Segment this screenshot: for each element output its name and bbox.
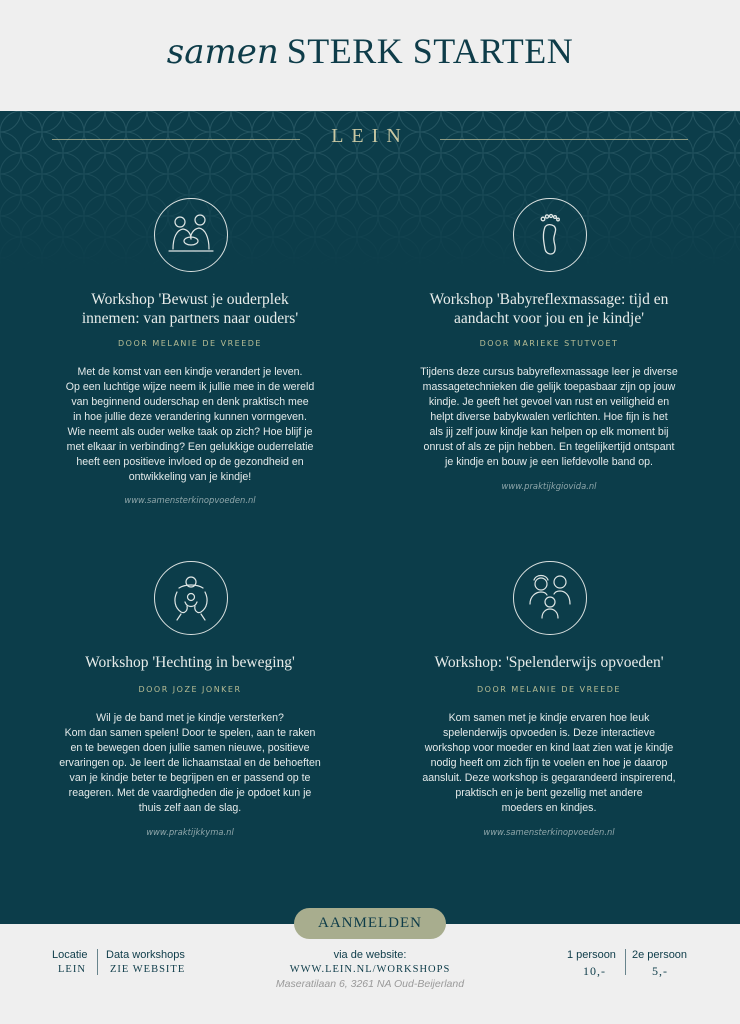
- workshop-title-line-2: innemen: van partners naar ouders': [81, 310, 299, 327]
- brand-caps: STERK STARTEN: [286, 31, 574, 71]
- description-line: Kom samen met je kindje ervaren hoe leuk: [448, 712, 650, 724]
- address: Maseratilaan 6, 3261 NA Oud-Beijerland: [275, 978, 465, 990]
- description-line: moeders en kindjes.: [501, 802, 597, 814]
- brand-logo: [0, 30, 740, 72]
- workshop-card-1: [25, 111, 355, 511]
- parents-baby-icon: [154, 198, 228, 272]
- website-link[interactable]: WWW.LEIN.NL/WORKSHOPS: [289, 964, 451, 975]
- description-line: je kindje en bouw je een liefdevolle band op.: [445, 456, 653, 468]
- description-line: praktisch en je bent gezellig met andere: [455, 787, 643, 799]
- description-line: reageren. Met de vaardigheden die je opdoet kun je: [68, 787, 312, 799]
- workshop-title-line-2: aandacht voor jou en je kindje': [453, 310, 645, 327]
- description-line: Wil je de band met je kindje versterken?: [96, 712, 284, 724]
- price-2-label: 2e persoon: [632, 949, 688, 961]
- workshop-title: Workshop: 'Spelenderwijs opvoeden': [434, 654, 664, 671]
- workshop-card-2: [384, 111, 714, 511]
- description-line: aansluit. Deze workshop is gegarandeerd inspirerend,: [422, 772, 676, 784]
- workshop-url[interactable]: www.praktijkkyma.nl: [146, 827, 234, 837]
- workshop-title: Workshop 'Babyreflexmassage: tijd en: [429, 291, 669, 308]
- description-line: van beginnend ouderschap en denk praktisch mee: [71, 396, 309, 408]
- description-line: als jij zelf jouw kindje kan helpen op elk moment bij: [429, 426, 669, 438]
- description-line: Wie neemt als ouder welke taak op zich? Hoe blijf je: [67, 426, 313, 438]
- description-line: ontwikkeling van je kindje!: [128, 471, 252, 483]
- workshop-description: [384, 365, 714, 470]
- family-icon: [513, 561, 587, 635]
- description-line: onrust of als ze pijn hebben. En tegelijkertijd ontspant: [423, 441, 675, 453]
- description-line: thuis zelf aan de slag.: [138, 802, 242, 814]
- description-line: helpt diverse babykwalen verlichten. Hoe fijn is het: [430, 411, 668, 423]
- workshop-description: [384, 711, 714, 816]
- description-line: met elkaar in verbinding? Een gelukkige ouderrelatie: [66, 441, 314, 453]
- workshop-presenter: DOOR JOZE JONKER: [138, 685, 242, 694]
- description-line: massagetechnieken die gelijk toepasbaar zijn op jouw: [422, 381, 676, 393]
- description-line: Met de komst van een kindje verandert je leven.: [77, 366, 303, 378]
- location-label: Locatie: [52, 949, 88, 961]
- workshop-card-4: [384, 561, 714, 851]
- description-line: kindje. Je geeft het gevoel van rust en veiligheid en: [428, 396, 670, 408]
- foot-icon: [513, 198, 587, 272]
- workshops-panel: [0, 111, 740, 924]
- brand-script: samen: [166, 32, 279, 72]
- description-line: Kom dan samen spelen! Door te spelen, aan te raken: [64, 727, 316, 739]
- website-label: via de website:: [333, 949, 407, 961]
- workshop-url[interactable]: www.samensterkinopvoeden.nl: [483, 827, 615, 837]
- dates-value: ZIE WEBSITE: [110, 964, 186, 975]
- description-line: Op een luchtige wijze neem ik jullie mee in de wereld: [65, 381, 315, 393]
- register-button[interactable]: AANMELDEN: [294, 908, 446, 939]
- price-1-value: 10,-: [583, 964, 606, 978]
- description-line: en te bewegen doen jullie samen nieuwe, positieve: [70, 742, 310, 754]
- description-line: Tijdens deze cursus babyreflexmassage leer je diverse: [420, 366, 678, 378]
- workshop-url[interactable]: www.praktijkgiovida.nl: [501, 481, 597, 491]
- footer-divider: [625, 949, 626, 975]
- description-line: spelenderwijs opvoeden is. Deze interactieve: [443, 727, 655, 739]
- price-2-value: 5,-: [652, 964, 668, 978]
- workshop-presenter: DOOR MELANIE DE VREEDE: [118, 339, 262, 348]
- workshop-description: [25, 711, 355, 816]
- description-line: heeft een positieve invloed op de gezondheid en: [76, 456, 304, 468]
- description-line: in hoe jullie deze verandering kunnen vormgeven.: [73, 411, 307, 423]
- section-label: LEIN: [331, 125, 409, 147]
- description-line: ervaringen op. Je leert de lichaamstaal en de behoeften: [59, 757, 321, 769]
- workshop-presenter: DOOR MARIEKE STUTVOET: [479, 339, 619, 348]
- header: [0, 0, 740, 111]
- workshop-description: [25, 365, 355, 485]
- location-value: LEIN: [58, 964, 86, 975]
- workshop-title: Workshop 'Hechting in beweging': [85, 654, 295, 671]
- price-1-label: 1 persoon: [567, 949, 616, 961]
- description-line: nodig heeft om zich fijn te voelen en hoe je daarop: [430, 757, 668, 769]
- embrace-icon: [154, 561, 228, 635]
- workshop-title: Workshop 'Bewust je ouderplek: [91, 291, 289, 308]
- dates-label: Data workshops: [106, 949, 185, 961]
- description-line: van je kindje beter te begrijpen en er passend op te: [69, 772, 311, 784]
- description-line: workshop voor moeder en kind laat zien wat je kindje: [424, 742, 674, 754]
- workshop-card-3: [25, 561, 355, 851]
- workshop-url[interactable]: www.samensterkinopvoeden.nl: [124, 495, 256, 505]
- workshop-presenter: DOOR MELANIE DE VREEDE: [477, 685, 621, 694]
